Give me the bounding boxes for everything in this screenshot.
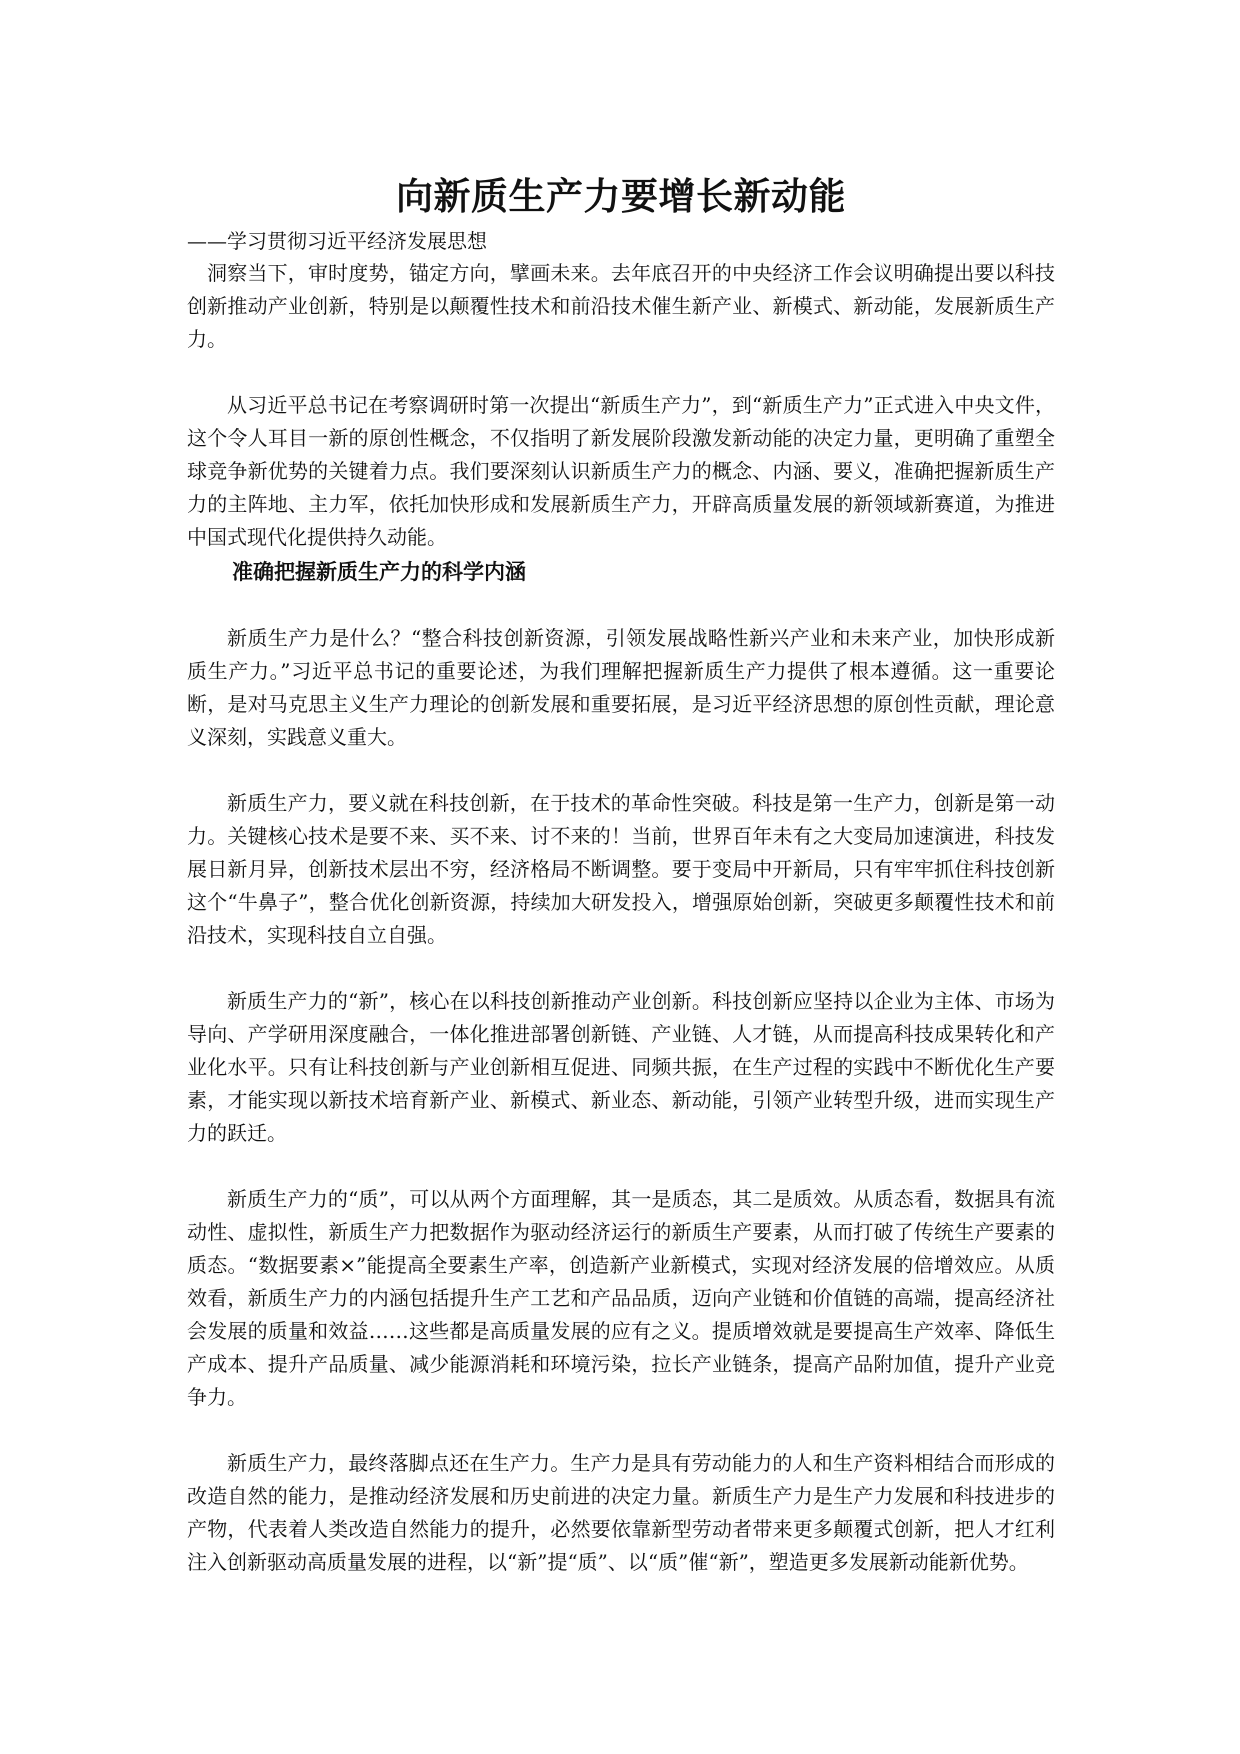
paragraph-3: 新质生产力是什么？“整合科技创新资源，引领发展战略性新兴产业和未来产业，加快形成新质生产力。”习近平总书记的重要论述，为我们理解把握新质生产力提供了根本遵循。这一重要论断，是对马克思主义生产力理论的创新发展和重要拓展，是习近平经济思想的原创性贡献，理论意义深刻，实践意义重大。 [187, 626, 1055, 749]
paragraph-spacer [187, 952, 1055, 985]
section-heading: 准确把握新质生产力的科学内涵 [232, 559, 526, 584]
paragraph-5: 新质生产力的“新”，核心在以科技创新推动产业创新。科技创新应坚持以企业为主体、市场为导向、产学研用深度融合，一体化推进部署创新链、产业链、人才链，从而提高科技成果转化和产业化水平。只有让科技创新与产业创新相互促进、同频共振，在生产过程的实践中不断优化生产要素，才能实现以新技术培育新产业、新模式、新业态、新动能，引领产业转型升级，进而实现生产力的跃迁。 [187, 989, 1055, 1145]
paragraph-6: 新质生产力的“质”，可以从两个方面理解，其一是质态，其二是质效。从质态看，数据具有流动性、虚拟性，新质生产力把数据作为驱动经济运行的新质生产要素，从而打破了传统生产要素的质态。“数据要素×”能提高全要素生产率，创造新产业新模式，实现对经济发展的倍增效应。从质效看，新质生产力的内涵包括提升生产工艺和产品品质，迈向产业链和价值链的高端，提高经济社会发展的质量和效益……这些都是高质量发展的应有之义。提质增效就是要提高生产效率、降低生产成本、提升产品质量、减少能源消耗和环境污染，拉长产业链条，提高产品附加值，提升产业竞争力。 [187, 1187, 1055, 1409]
document-title: 向新质生产力要增长新动能 [396, 174, 846, 218]
paragraph-spacer [187, 589, 1055, 622]
paragraph-spacer [187, 754, 1055, 787]
paragraph-spacer [187, 356, 1055, 389]
paragraph-spacer [187, 1150, 1055, 1183]
document-subtitle: ——学习贯彻习近平经济发展思想 [187, 229, 487, 253]
paragraph-7: 新质生产力，最终落脚点还在生产力。生产力是具有劳动能力的人和生产资料相结合而形成的改造自然的能力，是推动经济发展和历史前进的决定力量。新质生产力是生产力发展和科技进步的产物，代表着人类改造自然能力的提升，必然要依靠新型劳动者带来更多颠覆式创新，把人才红利注入创新驱动高质量发展的进程，以“新”提“质”、以“质”催“新”，塑造更多发展新动能新优势。 [187, 1451, 1055, 1574]
paragraph-2: 从习近平总书记在考察调研时第一次提出“新质生产力”，到“新质生产力”正式进入中央文件，这个令人耳目一新的原创性概念，不仅指明了新发展阶段激发新动能的决定力量，更明确了重塑全球竞争新优势的关键着力点。我们要深刻认识新质生产力的概念、内涵、要义，准确把握新质生产力的主阵地、主力军，依托加快形成和发展新质生产力，开辟高质量发展的新领域新赛道，为推进中国式现代化提供持久动能。 [187, 393, 1055, 549]
document-body [187, 170, 1055, 1579]
paragraph-4: 新质生产力，要义就在科技创新，在于技术的革命性突破。科技是第一生产力，创新是第一动力。关键核心技术是要不来、买不来、讨不来的！当前，世界百年未有之大变局加速演进，科技发展日新月异，创新技术层出不穷，经济格局不断调整。要于变局中开新局，只有牢牢抓住科技创新这个“牛鼻子”，整合优化创新资源，持续加大研发投入，增强原始创新，突破更多颠覆性技术和前沿技术，实现科技自立自强。 [187, 791, 1055, 947]
paragraph-1: 洞察当下，审时度势，锚定方向，擘画未来。去年底召开的中央经济工作会议明确提出要以科技创新推动产业创新，特别是以颠覆性技术和前沿技术催生新产业、新模式、新动能，发展新质生产力。 [187, 261, 1055, 351]
paragraph-spacer [187, 1414, 1055, 1447]
